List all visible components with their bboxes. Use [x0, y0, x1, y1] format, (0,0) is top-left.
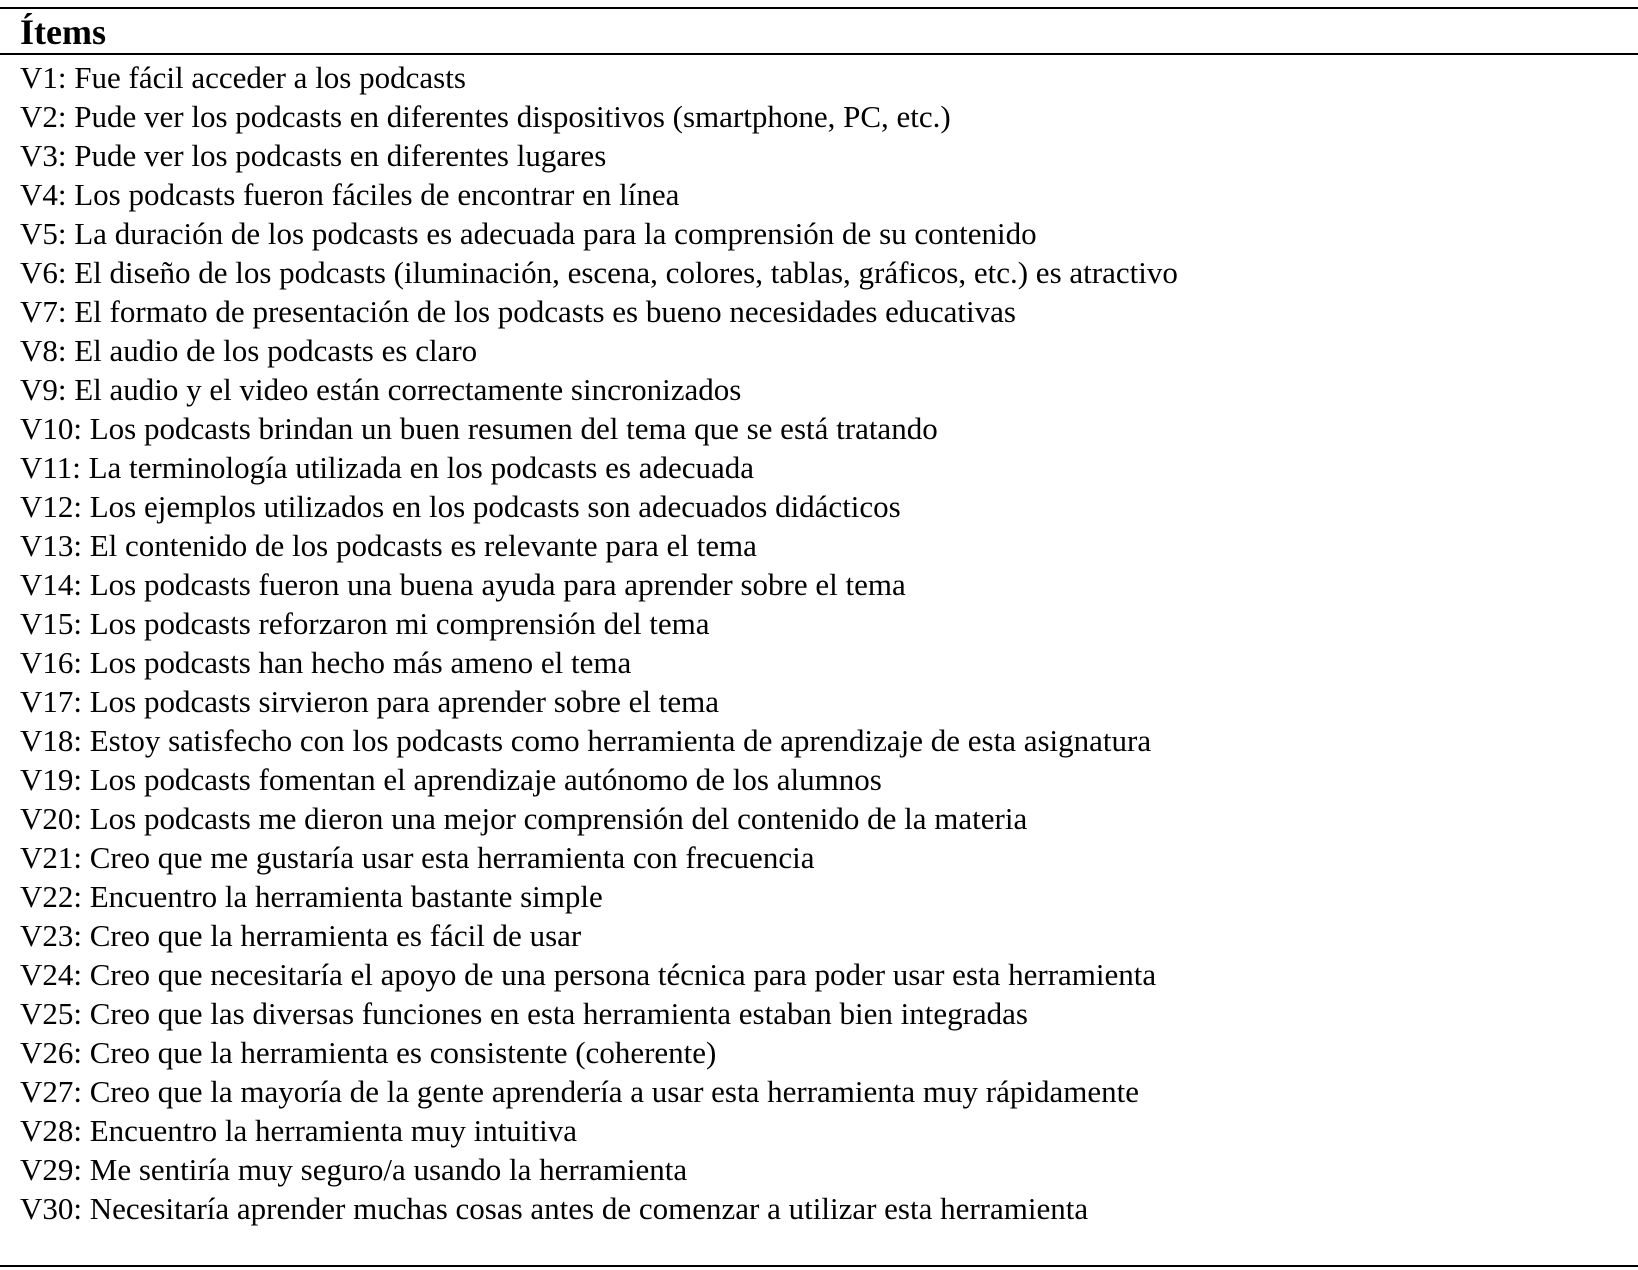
table-row: V19: Los podcasts fomentan el aprendizaje autónomo de los alumnos [20, 762, 882, 797]
items-list [20, 58, 1178, 1228]
table-row: V24: Creo que necesitaría el apoyo de una persona técnica para poder usar esta herramienta [20, 957, 1157, 992]
table-row: V5: La duración de los podcasts es adecuada para la comprensión de su contenido [20, 216, 1037, 251]
table-row: V15: Los podcasts reforzaron mi comprensión del tema [20, 606, 710, 641]
table-row: V3: Pude ver los podcasts en diferentes lugares [20, 138, 607, 173]
table-row: V17: Los podcasts sirvieron para aprender sobre el tema [20, 684, 719, 719]
table-row: V8: El audio de los podcasts es claro [20, 333, 478, 368]
table-row: V13: El contenido de los podcasts es relevante para el tema [20, 528, 757, 563]
table-row: V16: Los podcasts han hecho más ameno el tema [20, 645, 632, 680]
table-row: V18: Estoy satisfecho con los podcasts como herramienta de aprendizaje de esta asignatura [20, 723, 1152, 758]
header-rule [0, 53, 1638, 55]
table-row: V27: Creo que la mayoría de la gente aprendería a usar esta herramienta muy rápidamente [20, 1074, 1139, 1109]
table-row: V4: Los podcasts fueron fáciles de encontrar en línea [20, 177, 680, 212]
table-row: V21: Creo que me gustaría usar esta herramienta con frecuencia [20, 840, 815, 875]
table-row: V30: Necesitaría aprender muchas cosas antes de comenzar a utilizar esta herramienta [20, 1191, 1089, 1226]
table-row: V22: Encuentro la herramienta bastante simple [20, 879, 603, 914]
table-row: V7: El formato de presentación de los podcasts es bueno necesidades educativas [20, 294, 1016, 329]
table-row: V23: Creo que la herramienta es fácil de usar [20, 918, 582, 953]
table-row: V10: Los podcasts brindan un buen resumen del tema que se está tratando [20, 411, 938, 446]
table-row: V11: La terminología utilizada en los podcasts es adecuada [20, 450, 754, 485]
table-row: V20: Los podcasts me dieron una mejor comprensión del contenido de la materia [20, 801, 1028, 836]
table-row: V6: El diseño de los podcasts (iluminación, escena, colores, tablas, gráficos, etc.) es atractivo [20, 255, 1178, 290]
bottom-rule [0, 1265, 1638, 1267]
table-row: V29: Me sentiría muy seguro/a usando la herramienta [20, 1152, 688, 1187]
table-row: V28: Encuentro la herramienta muy intuitiva [20, 1113, 577, 1148]
table-row: V14: Los podcasts fueron una buena ayuda para aprender sobre el tema [20, 567, 906, 602]
top-rule [0, 7, 1638, 9]
table-row: V26: Creo que la herramienta es consistente (coherente) [20, 1035, 717, 1070]
table-row: V12: Los ejemplos utilizados en los podcasts son adecuados didácticos [20, 489, 901, 524]
table-row: V1: Fue fácil acceder a los podcasts [20, 60, 466, 95]
table-header: Ítems [20, 12, 106, 52]
table-row: V2: Pude ver los podcasts en diferentes dispositivos (smartphone, PC, etc.) [20, 99, 951, 134]
table-row: V25: Creo que las diversas funciones en esta herramienta estaban bien integradas [20, 996, 1028, 1031]
table-row: V9: El audio y el video están correctamente sincronizados [20, 372, 742, 407]
